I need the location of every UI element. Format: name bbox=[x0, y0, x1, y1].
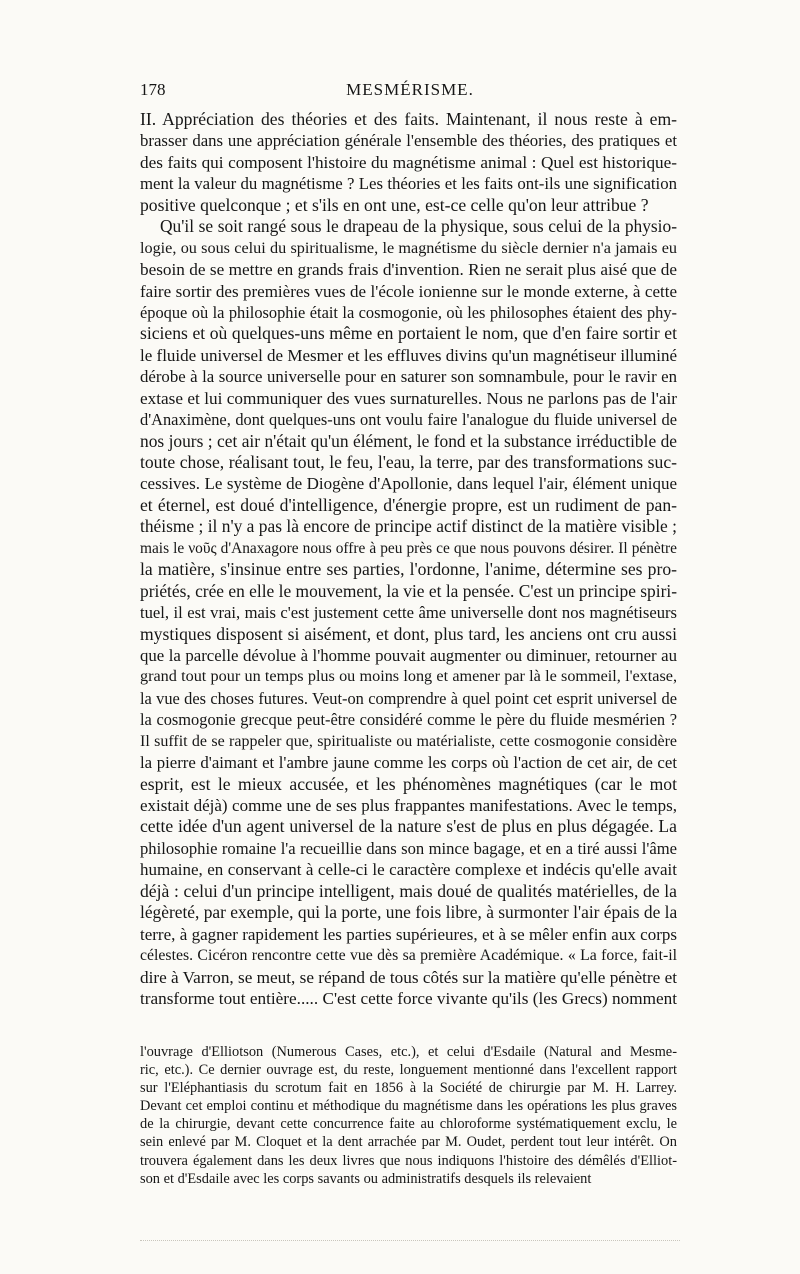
body-line: positive quelconque ; et s'ils en ont une, est-ce celle qu'on leur attribue ? bbox=[140, 194, 649, 215]
body-line: mystiques disposent si aisément, et dont, plus tard, les anciens ont cru aussi bbox=[140, 623, 677, 644]
footnote-line: son et d'Esdaile avec les corps savants ou administratifs desquels ils relevaient bbox=[140, 1170, 592, 1187]
body-line: Il suffit de se rappeler que, spiritualiste ou matérialiste, cette cosmogonie considère bbox=[140, 732, 677, 750]
body-line: d'Anaximène, dont quelques-uns ont voulu faire l'analogue du fluide universel de bbox=[140, 410, 677, 430]
body-line: dérobe à la source universelle pour en saturer son somnambule, pour le ravir en bbox=[140, 367, 677, 387]
page-number: 178 bbox=[140, 80, 166, 99]
body-line: esprit, est le mieux accusée, et les phénomènes magnétiques (car le mot bbox=[140, 773, 677, 794]
footnote bbox=[140, 1043, 677, 1188]
body-line: nos jours ; cet air n'était qu'un élément, le fond et la substance irréductible de bbox=[140, 430, 677, 451]
body-line: époque où la philosophie était la cosmogonie, où les philosophes étaient des phy- bbox=[140, 302, 677, 322]
body-line: priétés, crée en elle le mouvement, la vie et la pensée. C'est un principe spiri- bbox=[140, 580, 677, 601]
body-line: légèreté, par exemple, qui la porte, une fois libre, à surmonter l'air épais de la bbox=[140, 902, 678, 923]
bottom-rule bbox=[140, 1240, 680, 1242]
body-line: faire sortir des premières vues de l'école ionienne sur le monde externe, à cette bbox=[140, 281, 677, 301]
body-line: terre, à gagner rapidement les parties supérieures, et à se mêler enfin aux corps bbox=[140, 924, 677, 944]
body-line: grand tout pour un temps plus ou moins long et amener par là le sommeil, l'extase, bbox=[140, 667, 677, 686]
body-line: que la parcelle dévolue à l'homme pouvait augmenter ou diminuer, retourner au bbox=[140, 645, 677, 665]
body-line: II. Appréciation des théories et des faits. Maintenant, il nous reste à em- bbox=[140, 109, 677, 129]
body-line: déjà : celui d'un principe intelligent, mais doué de qualités matérielles, de la bbox=[140, 880, 677, 901]
body-line: humaine, en conservant à celle-ci le caractère complexe et indécis qu'elle avait bbox=[140, 860, 677, 880]
footnote-line: l'ouvrage d'Elliotson (Numerous Cases, etc.), et celui d'Esdaile (Natural and Mesme- bbox=[140, 1044, 677, 1060]
footnote-line: sur l'Eléphantiasis du scrotum fait en 1856 à la Société de chirurgie par M. H. Larrey. bbox=[140, 1080, 677, 1097]
body-line: la matière, s'insinue entre ses parties, l'ordonne, l'anime, détermine ses pro- bbox=[140, 559, 677, 580]
footnote-line: trouvera également dans les deux livres que nous indiquons l'histoire des démêlés d'Elliot- bbox=[140, 1152, 677, 1169]
footnote-line: de la chirurgie, devant cette concurrence faite au chloroforme systématiquement exclu, le bbox=[140, 1116, 677, 1133]
body-line: existait déjà) comme une de ses plus frappantes manifestations. Avec le temps, bbox=[140, 796, 677, 815]
body-line: tuel, il est vrai, mais c'est justement cette âme universelle dont nos magnétiseurs bbox=[140, 603, 677, 623]
body-line: la pierre d'aimant et l'ambre jaune comme les corps où l'action de cet air, de cet bbox=[140, 753, 677, 773]
body-line: la vue des choses futures. Veut-on comprendre à quel point cet esprit universel de bbox=[140, 688, 677, 708]
body-line: cessives. Le système de Diogène d'Apollonie, dans lequel l'air, élément unique bbox=[140, 474, 677, 494]
body-line: Qu'il se soit rangé sous le drapeau de la physique, sous celui de la physio- bbox=[160, 216, 677, 237]
footnote-line: sein enlevé par M. Cloquet et la dent arrachée par M. Oudet, perdent tout leur intérêt. On bbox=[140, 1134, 677, 1151]
body-line: logie, ou sous celui du spiritualisme, le magnétisme du siècle dernier n'a jamais eu bbox=[140, 238, 677, 257]
body-line: cette idée d'un agent universel de la nature s'est de plus en plus dégagée. La bbox=[140, 816, 677, 837]
body-line: extase et lui communiquer des vues surnaturelles. Nous ne parlons pas de l'air bbox=[140, 388, 677, 408]
body-line: le fluide universel de Mesmer et les effluves divins qu'un magnétiseur illuminé bbox=[140, 345, 677, 365]
body-line: transforme tout entière..... C'est cette force vivante qu'ils (les Grecs) nomment bbox=[140, 988, 677, 1008]
body-text bbox=[140, 109, 677, 1009]
body-line: théisme ; il n'y a pas là encore de principe actif distinct de la matière visible ; bbox=[140, 516, 677, 537]
running-title: MESMÉRISME. bbox=[346, 80, 474, 99]
body-line: philosophie romaine l'a recueillie dans son mince bagage, et en a tiré aussi l'âme bbox=[140, 838, 677, 858]
footnote-line: ric, etc.). Ce dernier ouvrage est, du reste, longuement mentionné dans l'excellent rapport bbox=[140, 1062, 677, 1079]
body-line: dire à Varron, se meut, se répand de tous côtés sur la matière qu'elle pénètre et bbox=[140, 967, 677, 987]
body-line: siciens et où quelques-uns même en portaient le nom, que d'en faire sortir et bbox=[140, 323, 677, 344]
body-line: et éternel, est doué d'intelligence, d'énergie propre, est un rudiment de pan- bbox=[140, 494, 677, 515]
running-head bbox=[140, 80, 680, 104]
body-line: célestes. Cicéron rencontre cette vue dès sa première Académique. « La force, fait-il bbox=[140, 947, 677, 965]
body-line: ment la valeur du magnétisme ? Les théories et les faits ont-ils une signification bbox=[140, 174, 677, 194]
body-line: mais le νοῦς d'Anaxagore nous offre à peu près ce que nous pouvons désirer. Il pénètre bbox=[140, 539, 677, 557]
body-line: la cosmogonie grecque peut-être considéré comme le père du fluide mesmérien ? bbox=[140, 710, 677, 730]
body-line: brasser dans une appréciation générale l'ensemble des théories, des pratiques et bbox=[140, 131, 677, 151]
body-line: besoin de se mettre en grands frais d'invention. Rien ne serait plus aisé que de bbox=[140, 260, 677, 280]
body-line: toute chose, réalisant tout, le feu, l'eau, la terre, par des transformations suc- bbox=[140, 452, 677, 472]
body-line: des faits qui composent l'histoire du magnétisme animal : Quel est historique- bbox=[140, 152, 677, 172]
footnote-line: Devant cet emploi continu et méthodique du magnétisme dans les opérations les plus graves bbox=[140, 1098, 677, 1115]
